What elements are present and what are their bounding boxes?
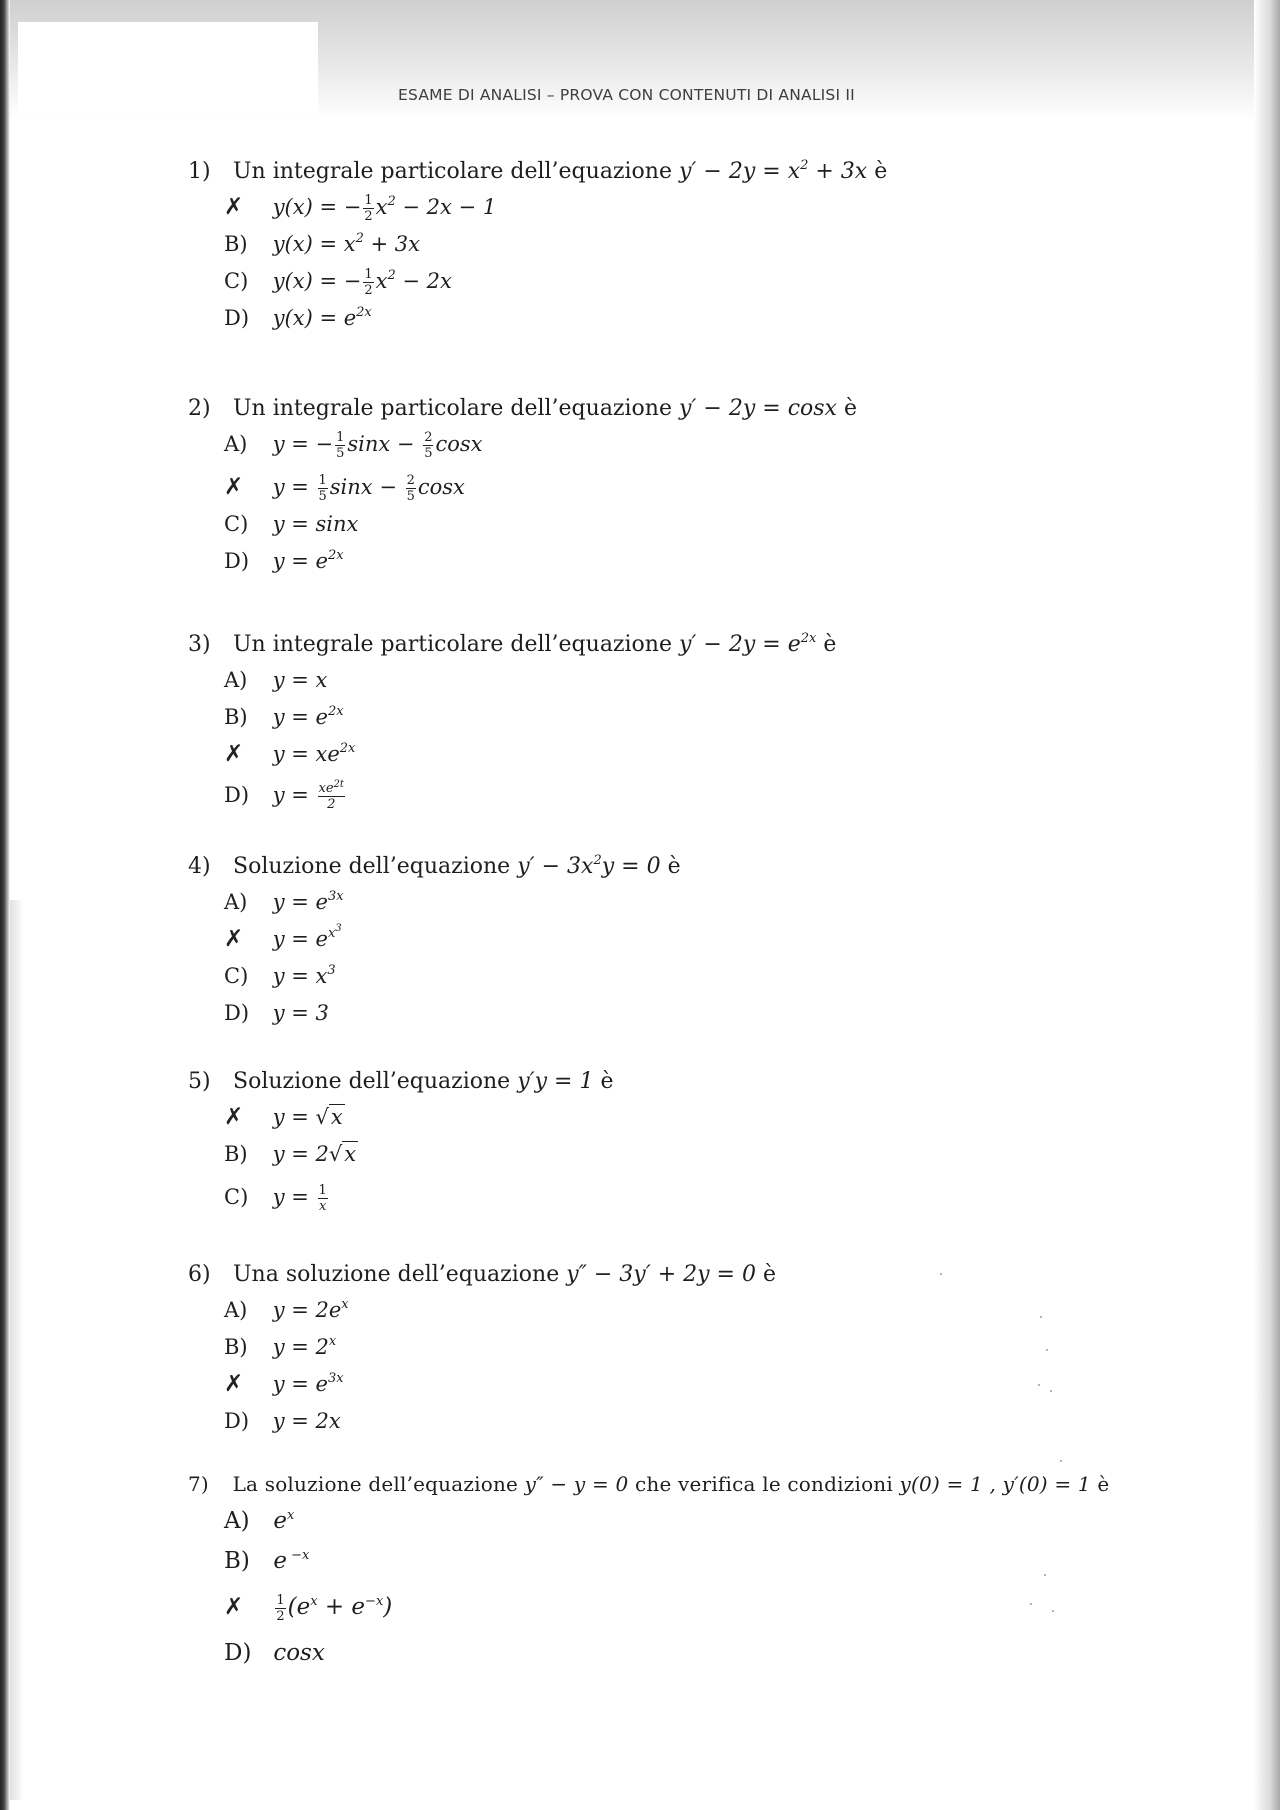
question-equation: y″ − 3y′ + 2y = 0 (566, 1262, 756, 1287)
option-c[interactable] (188, 1179, 1198, 1216)
option-letter: B) (224, 705, 248, 729)
question-number: 5) (188, 1069, 211, 1094)
crossed-out-letter-mark: ✗ (224, 1104, 241, 1130)
question-stem (188, 850, 1198, 884)
option-expression: y = $\frac{1}{x}$ (272, 1183, 327, 1214)
option-c[interactable] (188, 958, 1198, 995)
option-a[interactable] (188, 1292, 1198, 1329)
option-letter: D) (224, 1409, 250, 1433)
question-stem (188, 1065, 1198, 1099)
question-text: Un integrale particolare dell’equazione (233, 159, 672, 184)
crossed-out-letter-mark: ✗ (224, 474, 241, 500)
option-expression: $y = e^{2x}$ (272, 704, 344, 729)
question-number: 1) (188, 159, 211, 184)
question-number: 7) (188, 1472, 209, 1496)
question-number: 2) (188, 396, 211, 421)
option-expression: y = sinx (272, 512, 359, 536)
option-b[interactable] (188, 1541, 1198, 1581)
option-letter: D) (224, 783, 250, 807)
option-b[interactable] (188, 226, 1198, 263)
option-a[interactable] (188, 1099, 1198, 1136)
question-2 (188, 392, 1198, 580)
question-text: La soluzione dell’equazione (232, 1472, 519, 1496)
option-expression: y = x (272, 668, 328, 692)
question-text-continued: che verifica le condizioni (634, 1472, 893, 1496)
question-suffix: è (600, 1069, 614, 1094)
question-4 (188, 850, 1198, 1032)
option-c[interactable] (188, 1366, 1198, 1403)
option-expression: y = $\frac{xe^{2t}}{2}$ (272, 779, 344, 812)
option-b[interactable] (188, 469, 1198, 506)
option-a[interactable] (188, 662, 1198, 699)
crossed-out-letter-mark: ✗ (224, 741, 241, 767)
question-5 (188, 1065, 1198, 1216)
question-number: 4) (188, 854, 211, 879)
option-expression: e $^{-x}$ (273, 1548, 310, 1574)
question-suffix: è (667, 854, 681, 879)
question-suffix: è (762, 1262, 777, 1287)
question-suffix: è (1097, 1472, 1110, 1496)
option-letter: C) (224, 269, 249, 293)
question-number: 3) (188, 632, 211, 657)
option-a[interactable] (188, 1501, 1198, 1541)
option-letter: A) (224, 1298, 248, 1322)
question-3 (188, 628, 1198, 814)
option-d[interactable] (188, 995, 1198, 1032)
question-text: Un integrale particolare dell’equazione (233, 396, 672, 421)
question-equation: y′y = 1 (517, 1069, 594, 1094)
option-letter: C) (224, 512, 249, 536)
question-conditions: y(0) = 1 , y′(0) = 1 (899, 1472, 1091, 1496)
option-c[interactable] (188, 736, 1198, 773)
option-letter: D) (224, 549, 250, 573)
redacted-area (18, 22, 318, 117)
option-letter: B) (224, 232, 248, 256)
option-letter: D) (224, 1001, 250, 1025)
crossed-out-letter-mark: ✗ (224, 194, 241, 220)
option-expression: $y = e^{3x}$ (272, 1371, 344, 1396)
option-b[interactable] (188, 1136, 1198, 1173)
option-expression: $y = e^{x^3}$ (272, 923, 342, 951)
option-d[interactable] (188, 1633, 1198, 1673)
question-suffix: è (843, 396, 857, 421)
question-equation: y″ − y = 0 (524, 1472, 629, 1496)
option-c[interactable] (188, 263, 1198, 300)
option-expression: y = √x (272, 1105, 343, 1129)
option-expression: y = − $\frac{1}{5}$ sinx − $\frac{2}{5}$ cosx (272, 430, 483, 461)
question-equation: $y' - 3x^2y = 0$ (517, 853, 661, 879)
option-d[interactable] (188, 543, 1198, 580)
question-7 (188, 1467, 1198, 1673)
question-1 (188, 155, 1198, 337)
option-expression: y = $\frac{1}{5}$ sinx − $\frac{2}{5}$ cosx (272, 473, 465, 504)
option-expression: y = 2√x (272, 1142, 357, 1166)
option-expression: $e^x$ (273, 1508, 295, 1534)
option-expression: $\frac{1}{2}$ $(e^x + e^{-x})$ (276, 1592, 393, 1624)
option-letter: A) (224, 668, 248, 692)
option-d[interactable] (188, 300, 1198, 337)
option-d[interactable] (188, 1403, 1198, 1440)
option-letter: D) (224, 306, 250, 330)
option-expression: y = 2x (272, 1409, 341, 1433)
question-stem (188, 1258, 1198, 1292)
option-letter: C) (224, 1185, 249, 1209)
question-text: Un integrale particolare dell’equazione (233, 632, 672, 657)
scan-shadow-right (1254, 0, 1280, 1810)
question-text: Una soluzione dell’equazione (233, 1262, 560, 1287)
option-expression: y(x) = − $\frac{1}{2}$ $x^2 - 2x - 1$ (272, 193, 497, 224)
question-equation: $y' - 2y = x^2 + 3x$ (679, 158, 868, 184)
option-a[interactable] (188, 426, 1198, 463)
question-stem (188, 628, 1198, 662)
crossed-out-letter-mark: ✗ (224, 1371, 241, 1397)
option-b[interactable] (188, 1329, 1198, 1366)
option-expression: $y = e^{3x}$ (272, 889, 344, 914)
page-header: ESAME DI ANALISI – PROVA CON CONTENUTI DI ANALISI II (398, 86, 855, 104)
option-letter: B) (224, 1335, 248, 1359)
question-stem (188, 392, 1198, 426)
option-letter: C) (224, 964, 249, 988)
option-expression: $y = xe^{2x}$ (272, 741, 356, 766)
option-expression: cosx (273, 1640, 325, 1666)
option-expression: $y = 2^x$ (272, 1334, 337, 1359)
option-letter: B) (224, 1548, 250, 1574)
option-letter: A) (224, 432, 248, 456)
option-expression: $y = e^{2x}$ (272, 548, 344, 573)
option-letter: A) (224, 890, 248, 914)
question-text: Soluzione dell’equazione (233, 1069, 511, 1094)
question-stem (188, 1467, 1198, 1501)
question-suffix: è (874, 159, 888, 184)
question-suffix: è (823, 632, 837, 657)
option-c[interactable] (188, 506, 1198, 543)
option-c[interactable] (188, 1587, 1198, 1627)
option-expression: $y(x) = x^2 + 3x$ (272, 231, 421, 256)
question-number: 6) (188, 1262, 211, 1287)
option-a[interactable] (188, 189, 1198, 226)
scan-shadow-left (0, 0, 10, 1810)
crossed-out-letter-mark: ✗ (224, 1594, 241, 1620)
option-expression: y(x) = − $\frac{1}{2}$ $x^2 - 2x$ (272, 267, 452, 298)
option-letter: A) (224, 1508, 250, 1534)
crossed-out-letter-mark: ✗ (224, 926, 241, 952)
option-b[interactable] (188, 699, 1198, 736)
option-expression: $y(x) = e^{2x}$ (272, 305, 372, 330)
option-letter: B) (224, 1142, 248, 1166)
option-expression: y = 3 (272, 1001, 329, 1025)
scan-shadow-left-inner (10, 900, 24, 1800)
question-equation: $y' - 2y = e^{2x}$ (679, 631, 817, 657)
option-d[interactable] (188, 777, 1198, 814)
option-b[interactable] (188, 921, 1198, 958)
question-stem (188, 155, 1198, 189)
question-equation: y′ − 2y = cosx (679, 396, 837, 421)
question-text: Soluzione dell’equazione (233, 854, 511, 879)
option-letter: D) (224, 1640, 252, 1666)
option-expression: $y = x^3$ (272, 963, 336, 988)
option-expression: $y = 2e^x$ (272, 1297, 349, 1322)
option-a[interactable] (188, 884, 1198, 921)
